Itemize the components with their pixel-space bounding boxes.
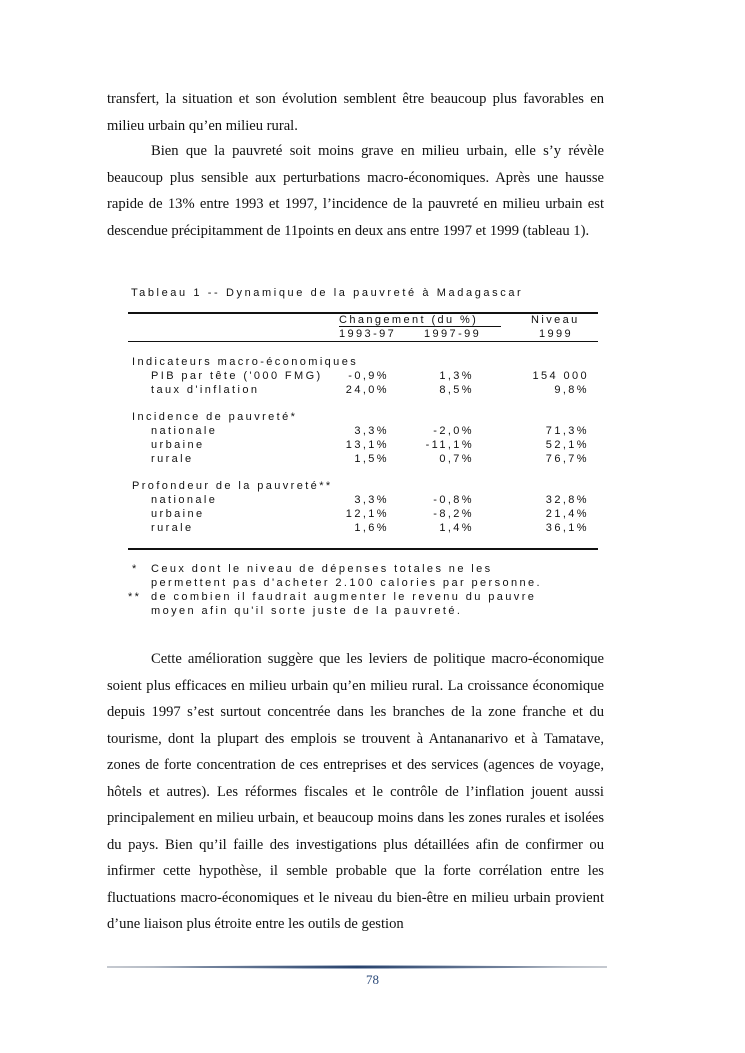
row-value-c2: -2,0% xyxy=(433,425,474,437)
row-label: PIB par tête ('000 FMG) xyxy=(151,370,323,382)
row-label: nationale xyxy=(151,494,218,506)
header-col-1993-97: 1993-97 xyxy=(339,328,397,340)
row-value-c1: 1,5% xyxy=(354,453,389,465)
row-label: taux d'inflation xyxy=(151,384,260,396)
row-value-c3: 52,1% xyxy=(545,439,589,451)
paragraph-transfer: transfert, la situation et son évolution semblent être beaucoup plus favorables en milieu urbain qu’en milieu rural. xyxy=(107,91,604,134)
note-text: permettent pas d'acheter 2.100 calories par personne. xyxy=(151,577,543,589)
note-mark: * xyxy=(132,563,139,575)
row-value-c2: 1,3% xyxy=(439,370,474,382)
row-label: rurale xyxy=(151,453,194,465)
row-value-c1: 3,3% xyxy=(354,425,389,437)
row-value-c2: -0,8% xyxy=(433,494,474,506)
note-row xyxy=(132,604,602,618)
section-heading: Indicateurs macro-économiques xyxy=(132,356,359,368)
row-value-c3: 71,3% xyxy=(545,425,589,437)
footer-rule xyxy=(107,964,607,970)
row-value-c1: 12,1% xyxy=(345,508,389,520)
row-value-c1: 24,0% xyxy=(345,384,389,396)
row-value-c2: 1,4% xyxy=(439,522,474,534)
row-label: rurale xyxy=(151,522,194,534)
row-value-c3: 9,8% xyxy=(554,384,589,396)
table-title: Tableau 1 -- Dynamique de la pauvreté à Madagascar xyxy=(131,287,524,299)
table-header-rule xyxy=(128,341,598,342)
header-col-1999: 1999 xyxy=(539,328,574,340)
note-text: Ceux dont le niveau de dépenses totales ne les xyxy=(151,563,493,575)
note-text: de combien il faudrait augmenter le revenu du pauvre xyxy=(151,591,537,603)
note-mark: ** xyxy=(128,591,142,603)
row-value-c1: 3,3% xyxy=(354,494,389,506)
row-label: nationale xyxy=(151,425,218,437)
row-value-c3: 32,8% xyxy=(545,494,589,506)
note-text: moyen afin qu'il sorte juste de la pauvreté. xyxy=(151,605,463,617)
note-row xyxy=(128,590,602,604)
row-label: urbaine xyxy=(151,439,205,451)
row-value-c3: 21,4% xyxy=(545,508,589,520)
row-value-c3: 36,1% xyxy=(545,522,589,534)
row-value-c2: -8,2% xyxy=(433,508,474,520)
note-row xyxy=(132,576,602,590)
section-heading: Incidence de pauvreté* xyxy=(132,411,298,423)
row-value-c3: 154 000 xyxy=(532,370,589,382)
row-value-c2: 0,7% xyxy=(439,453,474,465)
table-bottom-rule xyxy=(128,548,598,550)
note-row xyxy=(132,562,602,576)
row-value-c1: 13,1% xyxy=(345,439,389,451)
row-value-c1: 1,6% xyxy=(354,522,389,534)
header-change-underline xyxy=(339,326,501,327)
row-value-c2: -11,1% xyxy=(425,439,474,451)
row-value-c3: 76,7% xyxy=(545,453,589,465)
paragraph-urban-poverty: Bien que la pauvreté soit moins grave en milieu urbain, elle s’y révèle beaucoup plus sensible aux perturbations macro-économiques. Après une hausse rapide de 13% entre 1993 et 1997, l’incidence de la pauvreté en milieu urbain est descendue précipitamment de 11points en deux ans entre 1997 et 1999 (tableau 1). xyxy=(107,143,604,239)
row-value-c2: 8,5% xyxy=(439,384,474,396)
section-heading: Profondeur de la pauvreté** xyxy=(132,480,333,492)
row-value-c1: -0,9% xyxy=(348,370,389,382)
page-number: 78 xyxy=(366,972,379,987)
paragraph-improvement: Cette amélioration suggère que les leviers de politique macro-économique soient plus efficaces en milieu urbain qu’en milieu rural. La croissance économique depuis 1997 s’est surtout concentrée dans les branches de la zone franche et du tourisme, dont la plupart des emplois se trouvent à Antananarivo et à Tamatave, zones de forte concentration de ces entreprises et des services (agences de voyage, hôtels et autres). Les réformes fiscales et le contrôle de l’inflation jouent aussi principalement en milieu urbain, et beaucoup moins dans les zones rurales et isolées du pays. Bien qu’il faille des investigations plus détaillées afin de confirmer ou infirmer cette hypothèse, il semble probable que la forte corrélation entre les fluctuations macro-économiques et le niveau du bien-être en milieu urbain provient d’une liaison plus étroite entre les outils de gestion xyxy=(107,651,604,932)
header-col-1997-99: 1997-99 xyxy=(424,328,482,340)
header-change-group: Changement (du %) xyxy=(339,314,479,326)
row-label: urbaine xyxy=(151,508,205,520)
table-notes xyxy=(128,562,602,618)
header-level-group: Niveau xyxy=(531,314,580,326)
